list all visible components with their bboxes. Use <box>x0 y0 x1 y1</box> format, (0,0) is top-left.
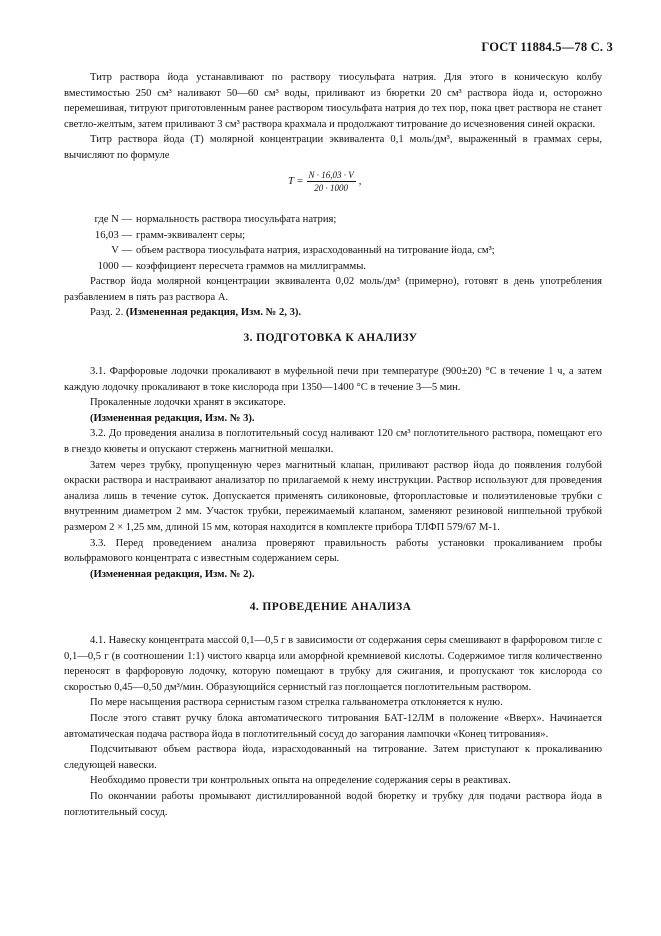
definition-symbol: V — <box>111 245 132 257</box>
paragraph: 3.3. Перед проведением анализа проверяют правильность работы установки прокаливанием пробы вольфрамового концентрата с известным содержанием серы. <box>64 537 602 565</box>
definition-row <box>64 243 604 259</box>
paragraph: Раствор йода молярной концентрации эквивалента 0,02 моль/дм³ (примерно), готовят в день употребления разбавлением в пять раз раствора А. <box>64 276 602 303</box>
paragraph: По мере насыщения раствора сернистым газом стрелка гальванометра отклоняется к нулю. <box>90 697 503 709</box>
amendment-prefix: Разд. 2. <box>90 307 124 319</box>
section-4-title: 4. ПРОВЕДЕНИЕ АНАЛИЗА <box>249 601 412 613</box>
paragraph: Необходимо провести три контрольных опыта на определение содержания серы в реактивах. <box>90 775 511 787</box>
paragraph: Титр раствора йода устанавливают по раствору тиосульфата натрия. Для этого в коническую колбу вместимостью 250 см³ наливают 50—60 см³ воды, приливают из бюретки 20 см³ раствора йода и, осторожно перемешивая, титруют приготовленным ранее раствором тиосульфата натрия до тех пор, пока цвет раствора не станет светло-желтым, затем приливают 3 см³ раствора крахмала и продолжают титрование до исчезновения синей окраски. <box>64 72 602 130</box>
definition-symbol: где N — <box>94 214 132 225</box>
after-formula-block <box>64 274 602 321</box>
formula-lhs: T = <box>288 176 304 187</box>
amendment-note: (Измененная редакция, Изм. № 2, 3). <box>125 307 302 319</box>
definition-text: коэффициент пересчета граммов на миллиграммы. <box>136 260 366 272</box>
definition-row <box>64 228 604 244</box>
formula-denominator: 20 · 1000 <box>314 183 348 193</box>
definition-row <box>64 259 604 275</box>
paragraph <box>64 305 602 321</box>
definition-symbol: 1000 — <box>97 260 132 272</box>
paragraph: Прокаленные лодочки хранят в эксикаторе. <box>90 397 286 409</box>
section-3-body <box>64 364 602 582</box>
definition-symbol: 16,03 — <box>94 229 132 241</box>
section-4-body <box>64 633 602 820</box>
paragraph: Затем через трубку, пропущенную через магнитный клапан, приливают раствор йода до появления голубой окраски раствора и настраивают анализатор по прилагаемой к нему инструкции. Раствор используют для проведения анализа лишь в течение суток. Допускается применять силиконовые, фторопластовые и полиэтиленовые трубки с внутренним диаметром 2 мм. Участок трубки, пережимаемый клапаном, заменяют резиновой ниппельной трубкой размером 2 × 1,25 мм, длиной 15 мм, которая находится в комплекте прибора ТЛФП 579/67 М-1. <box>64 459 602 533</box>
formula-numerator: N · 16,03 · V <box>308 170 354 180</box>
paragraph: После этого ставят ручку блока автоматического титрования БАТ-12ЛМ в положение «Вверх». Начинается автоматическая подача раствора йода в поглотительный сосуд до загорания лампочки «Конец титрования». <box>64 712 602 740</box>
variable-definitions <box>64 212 604 274</box>
formula-tail: , <box>358 176 362 187</box>
paragraph: 3.1. Фарфоровые лодочки прокаливают в муфельной печи при температуре (900±20) °С в течение 1 ч, а затем каждую лодочку прокаливают в токе кислорода при 1350—1400 °С в течение 3—5 мин. <box>64 366 602 393</box>
paragraph: Титр раствора йода (T) молярной концентрации эквивалента 0,1 моль/дм³, выраженный в граммах серы, вычисляют по формуле <box>64 134 602 161</box>
section-3-title: 3. ПОДГОТОВКА К АНАЛИЗУ <box>243 332 418 344</box>
paragraph: По окончании работы промывают дистиллированной водой бюретку и трубку для подачи раствора йода в поглотительный сосуд. <box>64 790 602 818</box>
paragraph: 4.1. Навеску концентрата массой 0,1—0,5 г в зависимости от содержания серы смешивают в фарфоровом тигле с 0,1—0,5 г (в соотношении 1:1) чистого кварца или аморфной кремниевой кислоты. Содержимое тигля количественно переносят в фарфоровую лодочку, которую помещают в трубку для сжигания, и пропускают ток кислорода со скоростью 0,45—0,50 дм³/мин. Образующийся сернистый газ поглощается поглотительным раствором. <box>64 635 602 693</box>
amendment-note: (Измененная редакция, Изм. № 2). <box>90 568 255 580</box>
titer-formula <box>288 170 361 193</box>
definition-text: объем раствора тиосульфата натрия, израсходованный на титрование йода, см³; <box>136 245 495 257</box>
intro-block <box>64 70 602 164</box>
amendment-note: (Измененная редакция, Изм. № 3). <box>90 412 255 424</box>
definition-text: грамм-эквивалент серы; <box>136 229 246 241</box>
definition-text: нормальность раствора тиосульфата натрия; <box>136 214 337 225</box>
definition-row <box>64 212 604 228</box>
formula-fraction <box>307 170 356 193</box>
paragraph: 3.2. До проведения анализа в поглотительный сосуд наливают 120 см³ поглотительного раствора, помещают его в гнездо кюветы и опускают стержень магнитной мешалки. <box>64 428 602 455</box>
paragraph: Подсчитывают объем раствора йода, израсходованный на титрование. Затем приступают к прокаливанию следующей навески. <box>64 744 602 771</box>
page-header: ГОСТ 11884.5—78 С. 3 <box>481 40 613 54</box>
